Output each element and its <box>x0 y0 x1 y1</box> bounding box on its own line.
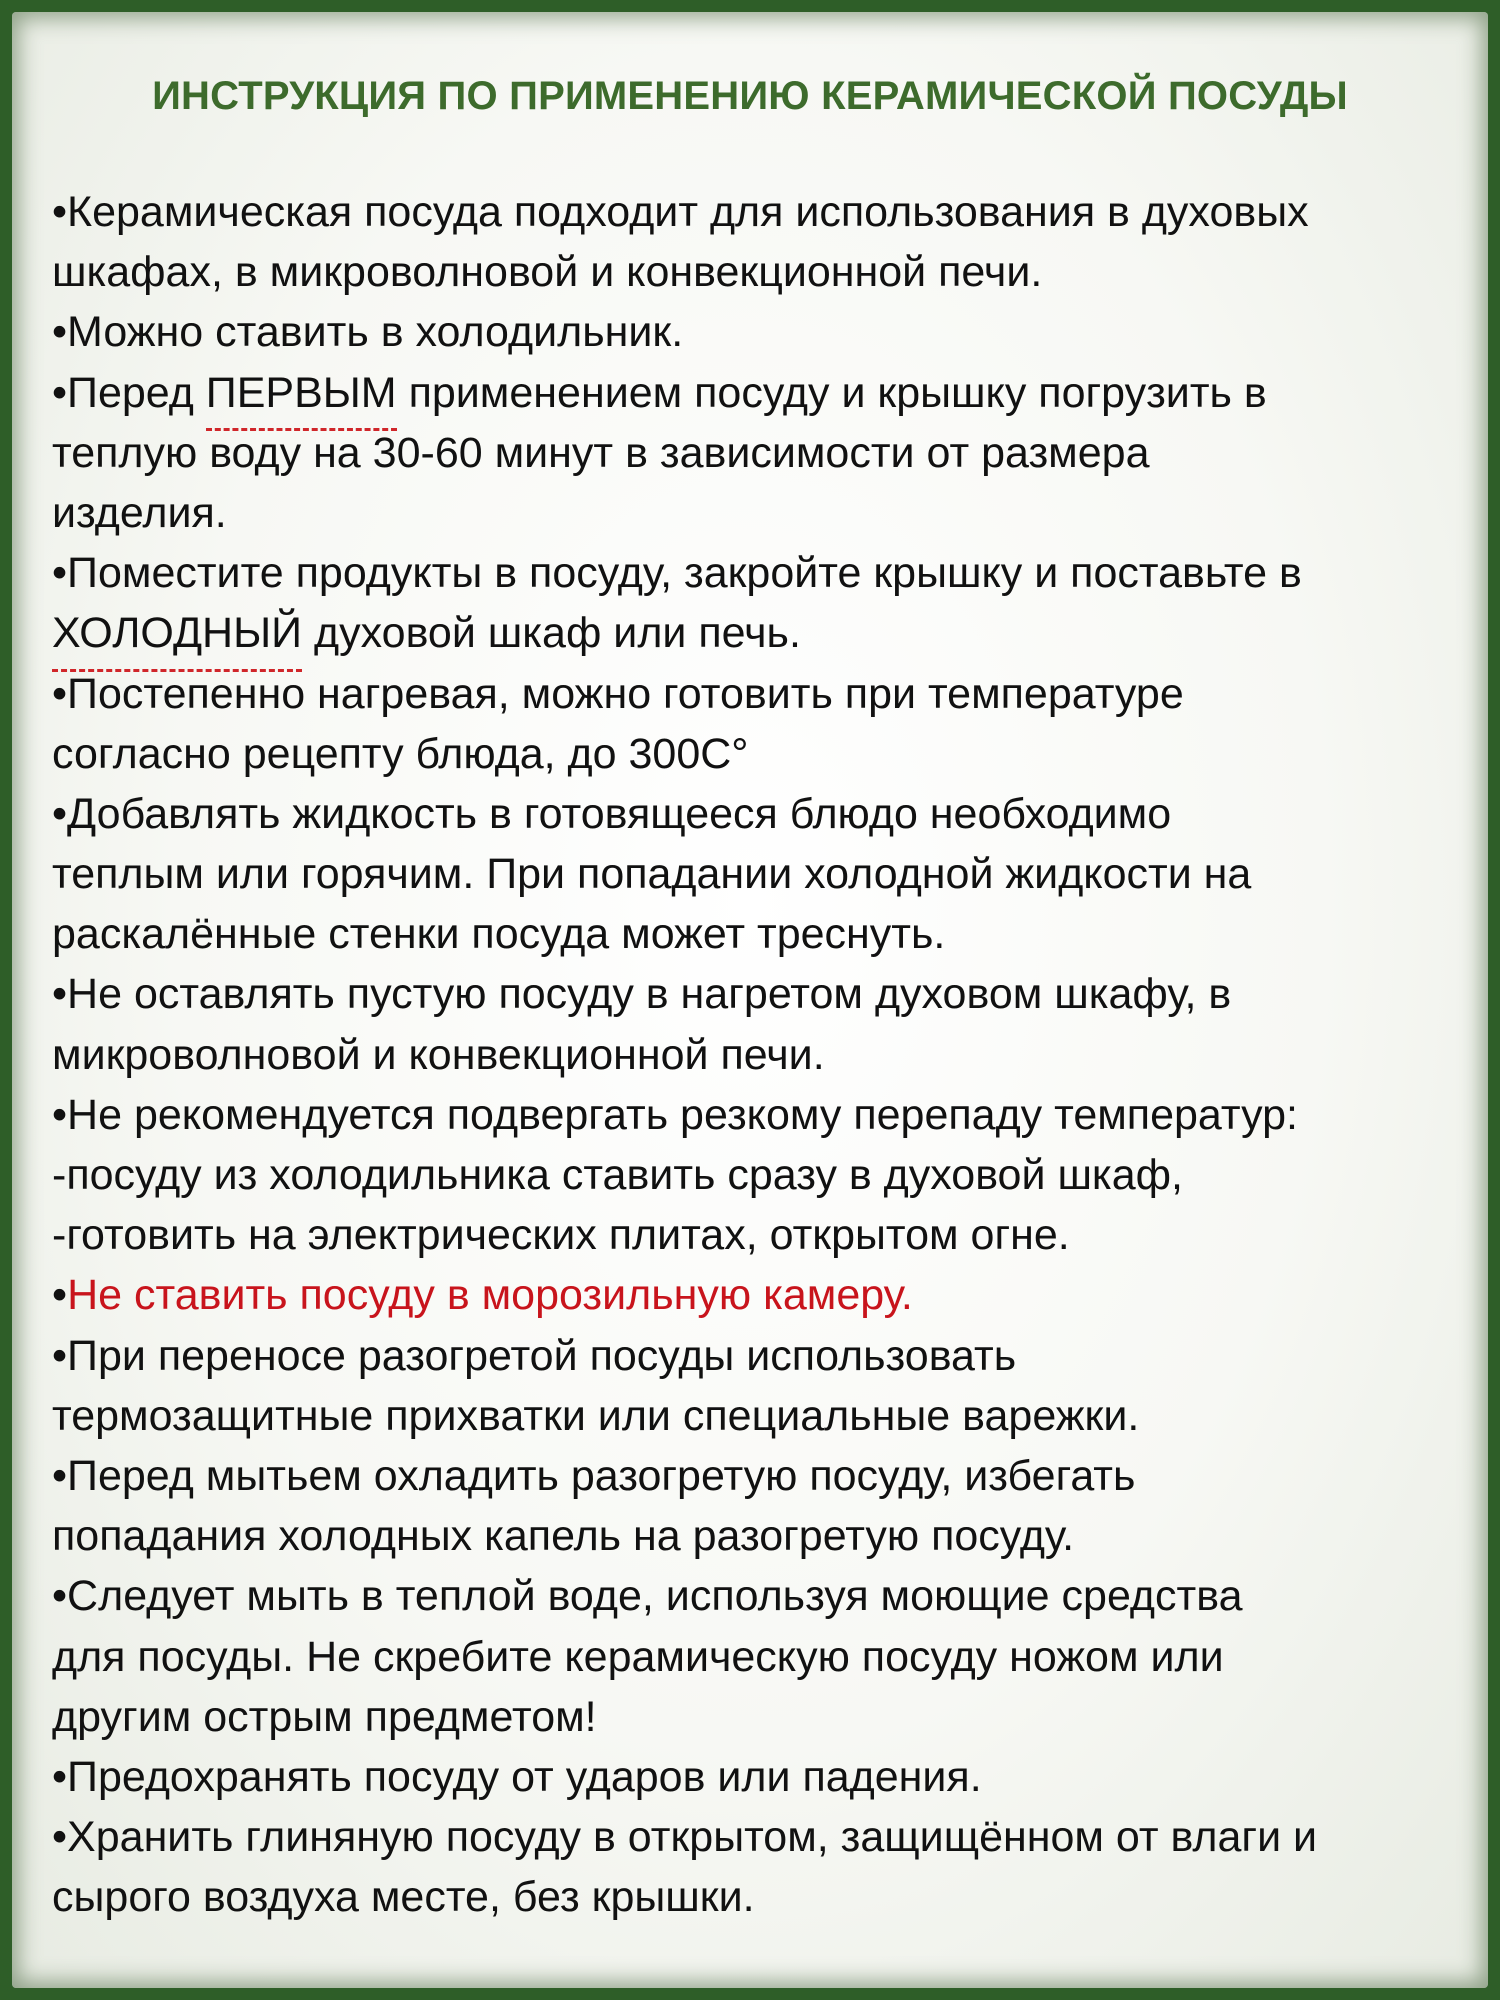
instruction-line: •Добавлять жидкость в готовящееся блюдо необходимо <box>52 789 1172 838</box>
document-title: ИНСТРУКЦИЯ ПО ПРИМЕНЕНИЮ КЕРАМИЧЕСКОЙ ПОСУДЫ <box>152 74 1348 118</box>
instruction-line: •Перед мытьем охладить разогретую посуду, избегать <box>52 1451 1136 1500</box>
instruction-line: •Не рекомендуется подвергать резкому перепаду температур: <box>52 1090 1298 1139</box>
instruction-line: сырого воздуха месте, без крышки. <box>52 1873 755 1922</box>
instruction-line: шкафах, в микроволновой и конвекционной печи. <box>52 248 1043 297</box>
instruction-line: термозащитные прихватки или специальные варежки. <box>52 1391 1140 1440</box>
instruction-line <box>52 1265 1472 1325</box>
freezer-warning: Не ставить посуду в морозильную камеру. <box>67 1271 913 1320</box>
instruction-body <box>52 182 1472 1927</box>
instruction-line: для посуды. Не скребите керамическую посуду ножом или <box>52 1632 1224 1681</box>
instruction-line: теплую воду на 30-60 минут в зависимости от размера <box>52 428 1150 477</box>
emphasis-cold: ХОЛОДНЫЙ <box>52 603 302 663</box>
instruction-line: -готовить на электрических плитах, открытом огне. <box>52 1211 1070 1260</box>
instruction-line: -посуду из холодильника ставить сразу в духовой шкаф, <box>52 1151 1183 1199</box>
instruction-line: другим острым предметом! <box>52 1692 597 1741</box>
instruction-line: •Постепенно нагревая, можно готовить при температуре <box>52 669 1184 718</box>
instruction-line: раскалённые стенки посуда может треснуть. <box>52 910 946 959</box>
instruction-line: •Керамическая посуда подходит для использования в духовых <box>52 188 1309 236</box>
emphasis-first: ПЕРВЫМ <box>206 363 397 423</box>
instruction-line: •При переносе разогретой посуды использовать <box>52 1331 1017 1380</box>
text-segment: •Перед <box>52 368 206 417</box>
instruction-line: •Можно ставить в холодильник. <box>52 308 684 357</box>
instruction-line: •Поместите продукты в посуду, закройте крышку и поставьте в <box>52 549 1302 598</box>
instruction-line <box>52 363 1472 423</box>
instruction-line: изделия. <box>52 488 227 537</box>
instruction-line: попадания холодных капель на разогретую посуду. <box>52 1512 1075 1561</box>
instruction-line: теплым или горячим. При попадании холодной жидкости на <box>52 850 1252 899</box>
instruction-line <box>52 603 1472 663</box>
instruction-line: •Предохранять посуду от ударов или падения. <box>52 1752 982 1801</box>
instruction-line: согласно рецепту блюда, до 300С° <box>52 729 749 778</box>
instruction-line: •Следует мыть в теплой воде, используя моющие средства <box>52 1572 1243 1621</box>
instruction-line: микроволновой и конвекционной печи. <box>52 1030 825 1079</box>
instruction-line: •Не оставлять пустую посуду в нагретом духовом шкафу, в <box>52 970 1232 1019</box>
text-segment: применением посуду и крышку погрузить в <box>396 368 1267 417</box>
text-segment: духовой шкаф или печь. <box>302 609 801 658</box>
document-frame <box>12 12 1488 1988</box>
bullet: • <box>52 1271 68 1320</box>
instruction-line: •Хранить глиняную посуду в открытом, защищённом от влаги и <box>52 1813 1318 1862</box>
